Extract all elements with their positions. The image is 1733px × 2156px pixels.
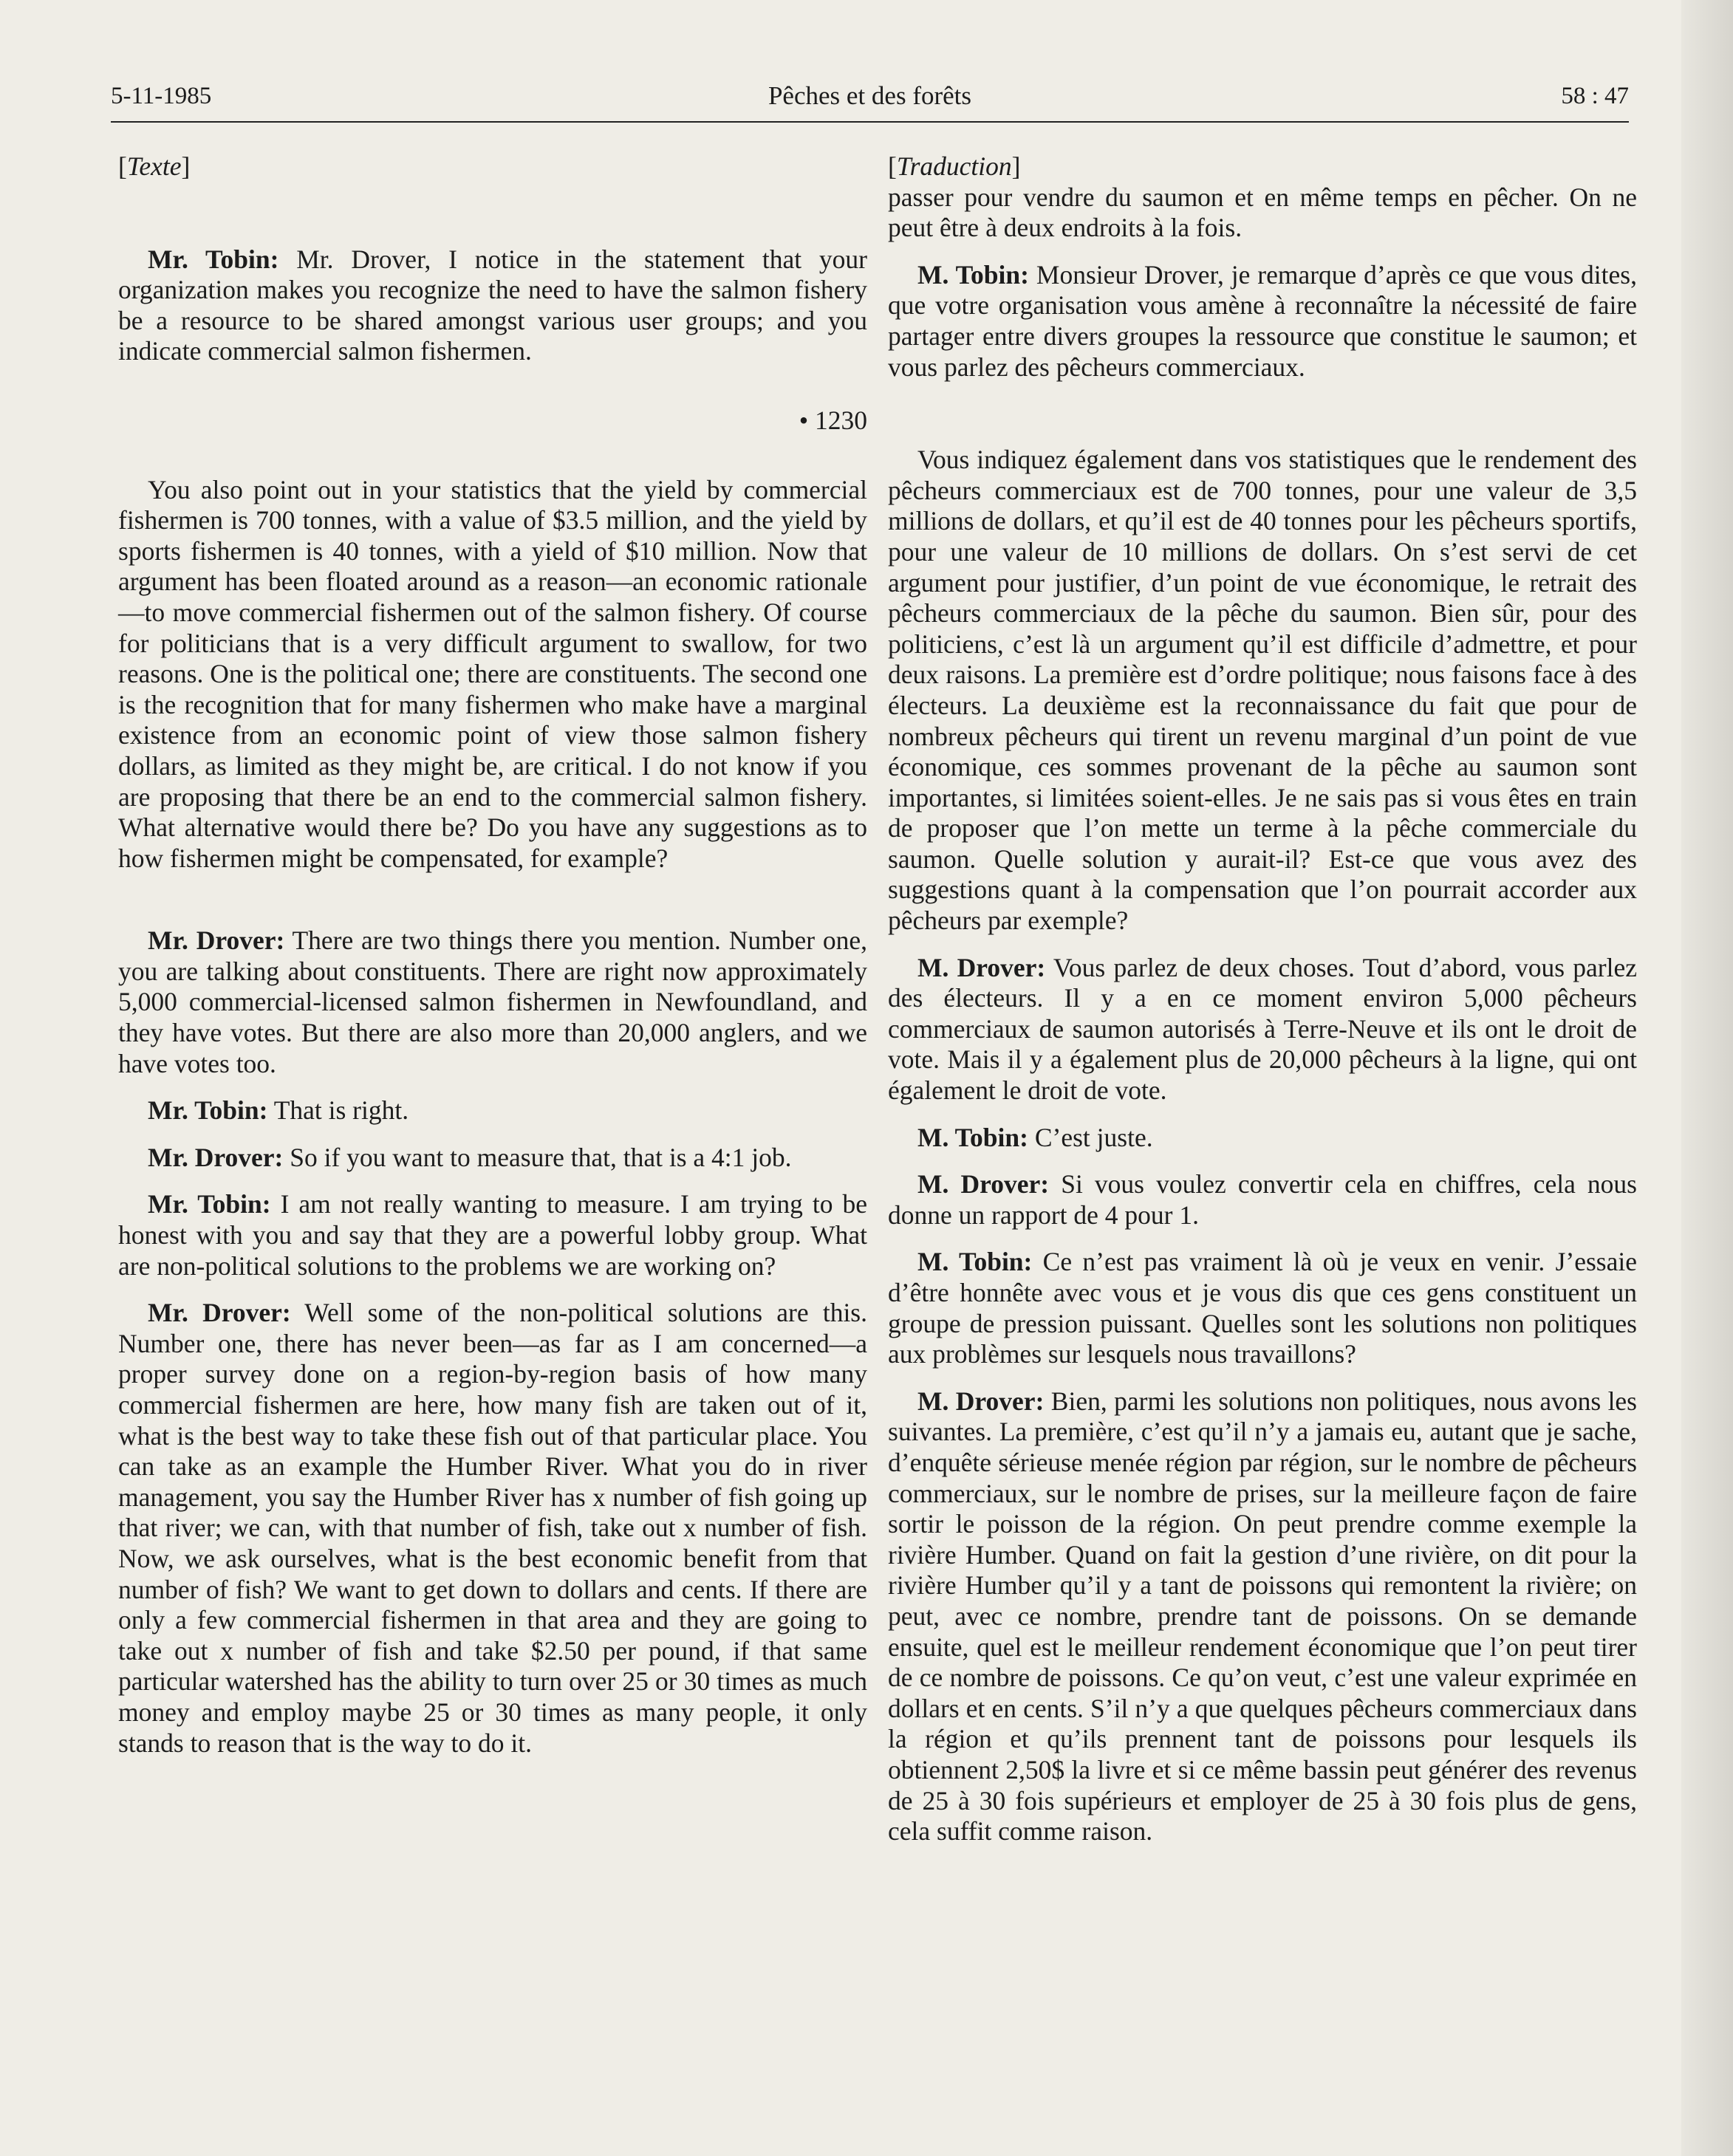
paragraph: passer pour vendre du saumon et en même temps en pêcher. On ne peut être à deux endroits à la fois. [888,182,1637,243]
paragraph: Mr. Tobin: Mr. Drover, I notice in the statement that your organization makes you recognize the need to have the salmon fishery be a resource to be shared amongst various user groups; and you indicate commercial salmon fishermen. [118,244,867,366]
speaker-name: M. Tobin: [917,259,1029,290]
speaker-name: Mr. Drover: [148,1298,291,1328]
paragraph: M. Tobin: Ce n’est pas vraiment là où je veux en venir. J’essaie d’être honnête avec vous et je vous dis que ces gens constituent un groupe de pression puissant. Quelles sont les solutions non politiques aux problèmes sur lesquels nous travaillons? [888,1247,1637,1369]
speaker-name: M. Drover: [917,952,1046,982]
speaker-name: M. Tobin: [917,1122,1028,1152]
paragraph: M. Tobin: C’est juste. [917,1122,1153,1152]
paragraph: Mr. Drover: So if you want to measure that, that is a 4:1 job. [148,1142,792,1172]
page-header [111,80,1629,123]
speaker-name: Mr. Drover: [148,925,285,956]
timestamp: • 1230 [799,405,867,435]
paragraph: M. Tobin: Monsieur Drover, je remarque d’après ce que vous dites, que votre organisation vous amène à reconnaître la nécessité de faire partager entre divers groupes la ressource que constitue le saumon; et vous parlez des pêcheurs commerciaux. [888,259,1637,382]
paragraph: M. Drover: Bien, parmi les solutions non politiques, nous avons les suivantes. La première, c’est qu’il n’y a jamais eu, autant que je sache, d’enquête sérieuse menée région par région, sur le nombre de pêcheurs commerciaux, sur le nombre de prises, sur la meilleure façon de faire sortir le poisson de la région. On peut prendre comme exemple la rivière Humber. Quand on fait la gestion d’une rivière, on dit pour la rivière Humber qu’il y a tant de poissons qui remontent la rivière; on peut, avec ce nombre, prendre tant de poissons. On se demande ensuite, quel est le meilleur rendement économique que l’on peut tirer de ce nombre de poissons. Ce qu’on veut, c’est une valeur exprimée en dollars et en cents. S’il n’y a que quelques pêcheurs commerciaux dans la région et qu’ils prennent tant de poissons pour lesquels ils obtiennent 2,50$ la livre et si ce même bassin peut générer des revenus de 25 à 30 fois supérieurs et employer de 25 à 30 fois plus de gens, cela suffit comme raison. [888,1386,1637,1847]
speaker-name: M. Drover: [917,1386,1045,1416]
paragraph: M. Drover: Vous parlez de deux choses. Tout d’abord, vous parlez des électeurs. Il y a en ce moment environ 5,000 pêcheurs commerciaux de saumon autorisés à Terre-Neuve et ils ont le droit de vote. Mais il y a également plus de 20,000 pêcheurs à la ligne, qui ont également le droit de vote. [888,952,1637,1106]
paragraph: Mr. Drover: Well some of the non-political solutions are this. Number one, there has never been—as far as I am concerned—a proper survey done on a region-by-region basis of how many commercial fishermen are here, how many fish are taken out of it, what is the best way to take these fish out of that particular place. You can take as an example the Humber River. What you do in river management, you say the Humber River has x number of fish going up that river; we can, with that number of fish, take out x number of fish. Now, we ask ourselves, what is the best economic benefit from that number of fish? We want to get down to dollars and cents. If there are only a few commercial fishermen in that area and they are going to take out x number of fish and take $2.50 per pound, if that same particular watershed has the ability to turn over 25 or 30 times as much money and employ maybe 25 or 30 times as many people, it only stands to reason that is the way to do it. [118,1298,867,1758]
paragraph: Mr. Tobin: I am not really wanting to measure. I am trying to be honest with you and say that they are a powerful lobby group. What are non-political solutions to the problems we are working on? [118,1189,867,1281]
speaker-name: Mr. Tobin: [148,1189,271,1219]
left-column [118,151,867,1759]
paragraph: Mr. Tobin: That is right. [148,1095,409,1126]
header-date: 5-11-1985 [111,83,212,109]
header-title: Pêches et des forêts [768,81,972,110]
speaker-name: Mr. Tobin: [148,244,279,274]
speaker-name: M. Tobin: [917,1247,1033,1277]
page-edge-shadow [1681,0,1733,2156]
speaker-name: Mr. Drover: [148,1142,284,1172]
paragraph: M. Drover: Si vous voulez convertir cela en chiffres, cela nous donne un rapport de 4 pour 1. [888,1169,1638,1230]
paragraph: Vous indiquez également dans vos statistiques que le rendement des pêcheurs commerciaux est de 700 tonnes, pour une valeur de 3,5 millions de dollars, et qu’il est de 40 tonnes pour les pêcheurs sportifs, pour une valeur de 10 millions de dollars. On s’est servi de cet argument pour justifier, d’un point de vue économique, le retrait des pêcheurs commerciaux de la pêche du saumon. Bien sûr, pour des politiciens, c’est là un argument qu’il est difficile d’admettre, et pour deux raisons. La première est d’ordre politique; nous faisons face à des électeurs. La deuxième est la reconnaissance du fait que pour de nombreux pêcheurs qui tirent un revenu marginal d’un point de vue économique, ces sommes provenant de la pêche au saumon sont importantes, si limitées soient-elles. Je ne sais pas si vous êtes en train de proposer que l’on mette un terme à la pêche commerciale du saumon. Quelle solution y aurait-il? Est-ce que vous avez des suggestions quant à la compensation que l’on pourrait accorder aux pêcheurs par exemple? [888,445,1637,936]
language-marker-text: [Texte] [118,151,191,181]
speaker-name: Mr. Tobin: [148,1095,268,1126]
speaker-name: M. Drover: [917,1169,1050,1200]
right-column [888,151,1637,1847]
paragraph: You also point out in your statistics that the yield by commercial fishermen is 700 tonnes, with a value of $3.5 million, and the yield by sports fishermen is 40 tonnes, with a yield of $10 million. Now that argument has been floated around as a reason—an economic rationale—to move commercial fishermen out of the salmon fishery. Of course for politicians that is a very difficult argument to swallow, for two reasons. One is the political one; there are constituents. The second one is the recognition that for many fishermen who make have a marginal existence from an economic point of view those salmon fishery dollars, as limited as they might be, are critical. I do not know if you are proposing that there be an end to the commercial salmon fishery. What alternative would there be? Do you have any suggestions as to how fishermen might be compensated, for example? [118,474,867,873]
language-marker-translation: [Traduction] [888,151,1021,181]
header-page-number: 58 : 47 [1561,83,1629,109]
paragraph: Mr. Drover: There are two things there you mention. Number one, you are talking about constituents. There are right now approximately 5,000 commercial-licensed salmon fishermen in Newfoundland, and they have votes. But there are also more than 20,000 anglers, and we have votes too. [118,925,867,1078]
